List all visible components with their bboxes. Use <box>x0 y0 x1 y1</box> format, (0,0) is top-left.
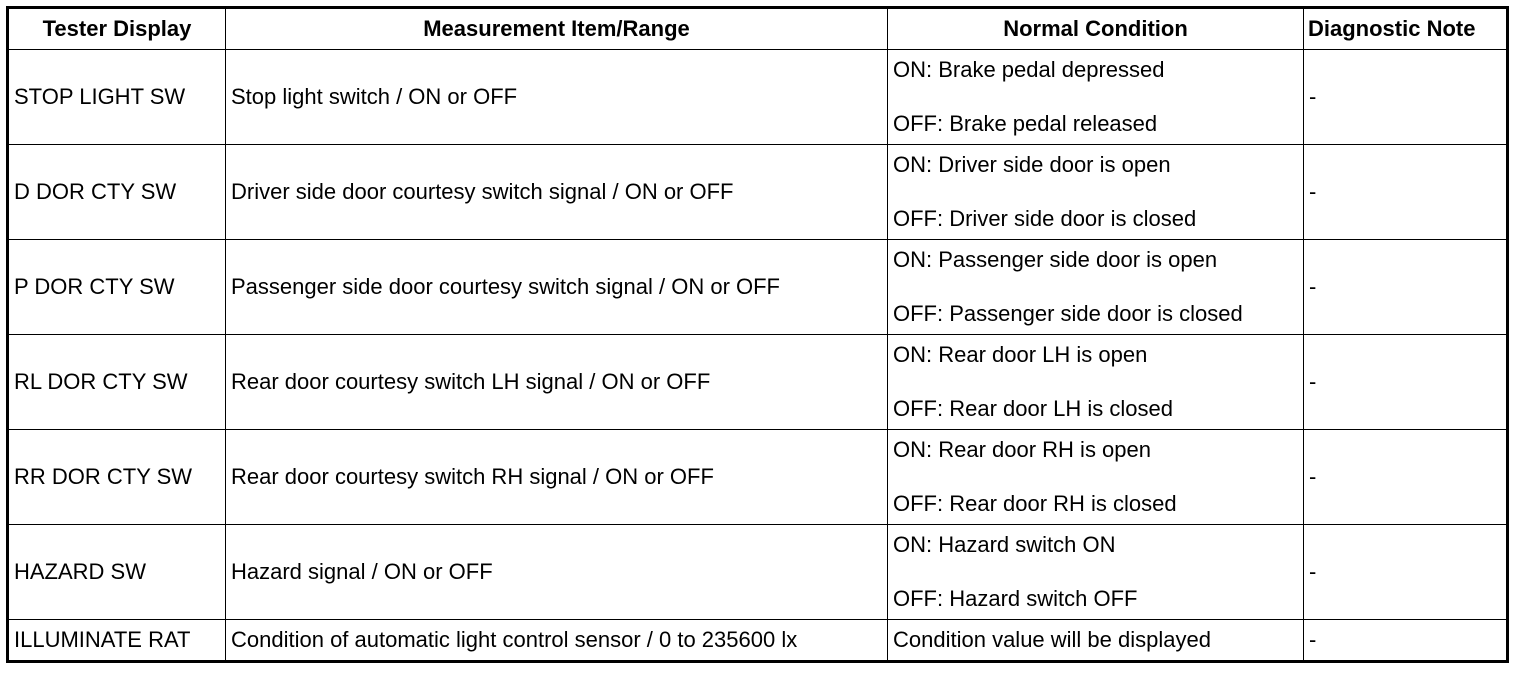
measurement-item-cell: Passenger side door courtesy switch signal / ON or OFF <box>226 240 888 335</box>
table-row <box>8 335 1508 430</box>
tester-display-cell: P DOR CTY SW <box>8 240 226 335</box>
measurement-item-cell: Rear door courtesy switch LH signal / ON or OFF <box>226 335 888 430</box>
condition-on-text: ON: Passenger side door is open <box>893 247 1218 272</box>
diagnostic-note-cell: - <box>1304 335 1508 430</box>
tester-display-cell: RR DOR CTY SW <box>8 430 226 525</box>
header-tester-display: Tester Display <box>8 8 226 50</box>
diagnostic-note-cell: - <box>1304 430 1508 525</box>
table-row <box>8 50 1508 145</box>
header-row <box>8 8 1508 50</box>
condition-off-text: OFF: Brake pedal released <box>893 111 1158 136</box>
diagnostic-note-cell: - <box>1304 50 1508 145</box>
normal-condition-cell: Condition value will be displayed <box>888 620 1304 662</box>
tester-display-cell: ILLUMINATE RAT <box>8 620 226 662</box>
table-row <box>8 240 1508 335</box>
condition-on-text: ON: Rear door RH is open <box>893 437 1151 462</box>
tester-display-cell: HAZARD SW <box>8 525 226 620</box>
diagnostic-note-cell: - <box>1304 620 1508 662</box>
condition-off-text: OFF: Driver side door is closed <box>893 206 1197 231</box>
condition-on-text: ON: Brake pedal depressed <box>893 57 1165 82</box>
table-row <box>8 620 1508 662</box>
condition-off-text: OFF: Passenger side door is closed <box>893 301 1243 326</box>
table-row <box>8 430 1508 525</box>
tester-display-cell: STOP LIGHT SW <box>8 50 226 145</box>
measurement-item-cell: Condition of automatic light control sensor / 0 to 235600 lx <box>226 620 888 662</box>
condition-on-text: ON: Rear door LH is open <box>893 342 1148 367</box>
header-measurement-item: Measurement Item/Range <box>226 8 888 50</box>
normal-condition-cell <box>888 145 1304 240</box>
header-diagnostic-note: Diagnostic Note <box>1304 8 1508 50</box>
measurement-item-cell: Driver side door courtesy switch signal / ON or OFF <box>226 145 888 240</box>
condition-on-text: ON: Hazard switch ON <box>893 532 1116 557</box>
diagnostic-note-cell: - <box>1304 525 1508 620</box>
measurement-item-cell: Hazard signal / ON or OFF <box>226 525 888 620</box>
normal-condition-cell <box>888 430 1304 525</box>
measurement-item-cell: Rear door courtesy switch RH signal / ON or OFF <box>226 430 888 525</box>
normal-condition-cell <box>888 50 1304 145</box>
normal-condition-cell <box>888 525 1304 620</box>
data-list-table <box>6 6 1509 663</box>
measurement-item-cell: Stop light switch / ON or OFF <box>226 50 888 145</box>
normal-condition-cell <box>888 240 1304 335</box>
diagnostic-note-cell: - <box>1304 240 1508 335</box>
condition-off-text: OFF: Rear door LH is closed <box>893 396 1173 421</box>
diagnostic-note-cell: - <box>1304 145 1508 240</box>
tester-display-cell: RL DOR CTY SW <box>8 335 226 430</box>
condition-off-text: OFF: Hazard switch OFF <box>893 586 1138 611</box>
condition-on-text: ON: Driver side door is open <box>893 152 1171 177</box>
tester-display-cell: D DOR CTY SW <box>8 145 226 240</box>
table-row <box>8 145 1508 240</box>
condition-off-text: OFF: Rear door RH is closed <box>893 491 1177 516</box>
normal-condition-cell <box>888 335 1304 430</box>
header-normal-condition: Normal Condition <box>888 8 1304 50</box>
table-row <box>8 525 1508 620</box>
